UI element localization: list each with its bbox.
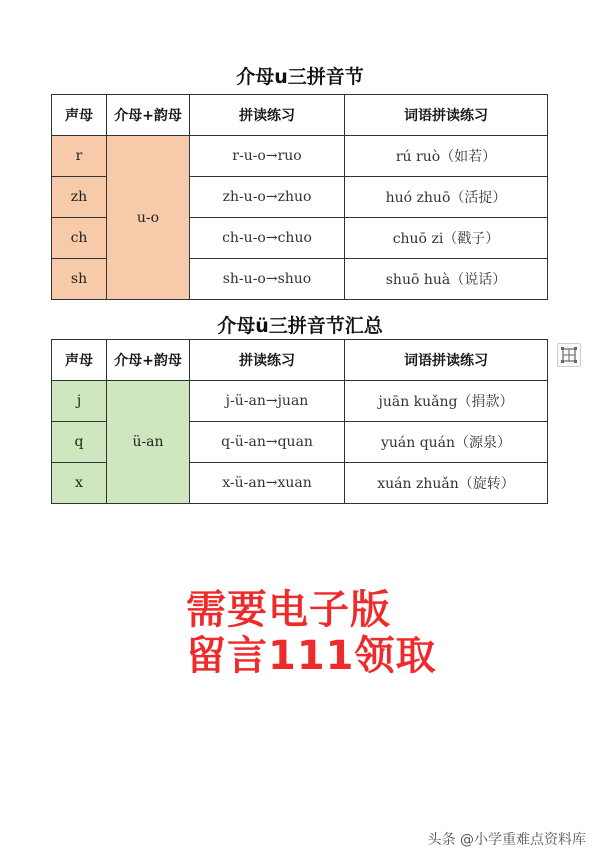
table-u-o	[51, 94, 548, 300]
medial-final-cell: u-o	[107, 136, 190, 300]
initial-cell: zh	[52, 177, 107, 218]
word-cell: chuō zi（戳子）	[345, 218, 548, 259]
initial-cell: sh	[52, 259, 107, 300]
word-cell: rú ruò（如若）	[345, 136, 548, 177]
table1-title: 介母u三拼音节	[236, 66, 364, 88]
initial-cell: ch	[52, 218, 107, 259]
word-cell: yuán quán（源泉）	[345, 422, 548, 463]
initial-cell: x	[52, 463, 107, 504]
header-medial-final: 介母+韵母	[107, 340, 190, 381]
header-practice: 拼读练习	[190, 95, 345, 136]
initial-cell: q	[52, 422, 107, 463]
table-header-row	[52, 95, 548, 136]
promo-line-2: 留言111领取	[186, 633, 437, 679]
table-row	[52, 136, 548, 177]
header-practice: 拼读练习	[190, 340, 345, 381]
practice-cell: ch-u-o→chuo	[190, 218, 345, 259]
table-row	[52, 381, 548, 422]
header-initial: 声母	[52, 95, 107, 136]
promo-line-1: 需要电子版	[186, 587, 391, 633]
initial-cell: r	[52, 136, 107, 177]
header-initial: 声母	[52, 340, 107, 381]
medial-final-cell: ü-an	[107, 381, 190, 504]
table-u-an	[51, 339, 548, 504]
image-frame-icon[interactable]	[557, 343, 581, 367]
header-word-practice: 词语拼读练习	[345, 95, 548, 136]
practice-cell: x-ü-an→xuan	[190, 463, 345, 504]
table-header-row	[52, 340, 548, 381]
practice-cell: zh-u-o→zhuo	[190, 177, 345, 218]
header-word-practice: 词语拼读练习	[345, 340, 548, 381]
header-medial-final: 介母+韵母	[107, 95, 190, 136]
table2-title: 介母ü三拼音节汇总	[217, 315, 383, 337]
practice-cell: r-u-o→ruo	[190, 136, 345, 177]
word-cell: huó zhuō（活捉）	[345, 177, 548, 218]
practice-cell: j-ü-an→juan	[190, 381, 345, 422]
practice-cell: q-ü-an→quan	[190, 422, 345, 463]
initial-cell: j	[52, 381, 107, 422]
word-cell: juān kuǎng（捐款）	[345, 381, 548, 422]
word-cell: shuō huà（说话）	[345, 259, 548, 300]
footer-watermark: 头条 @小学重难点资料库	[427, 832, 586, 848]
practice-cell: sh-u-o→shuo	[190, 259, 345, 300]
word-cell: xuán zhuǎn（旋转）	[345, 463, 548, 504]
